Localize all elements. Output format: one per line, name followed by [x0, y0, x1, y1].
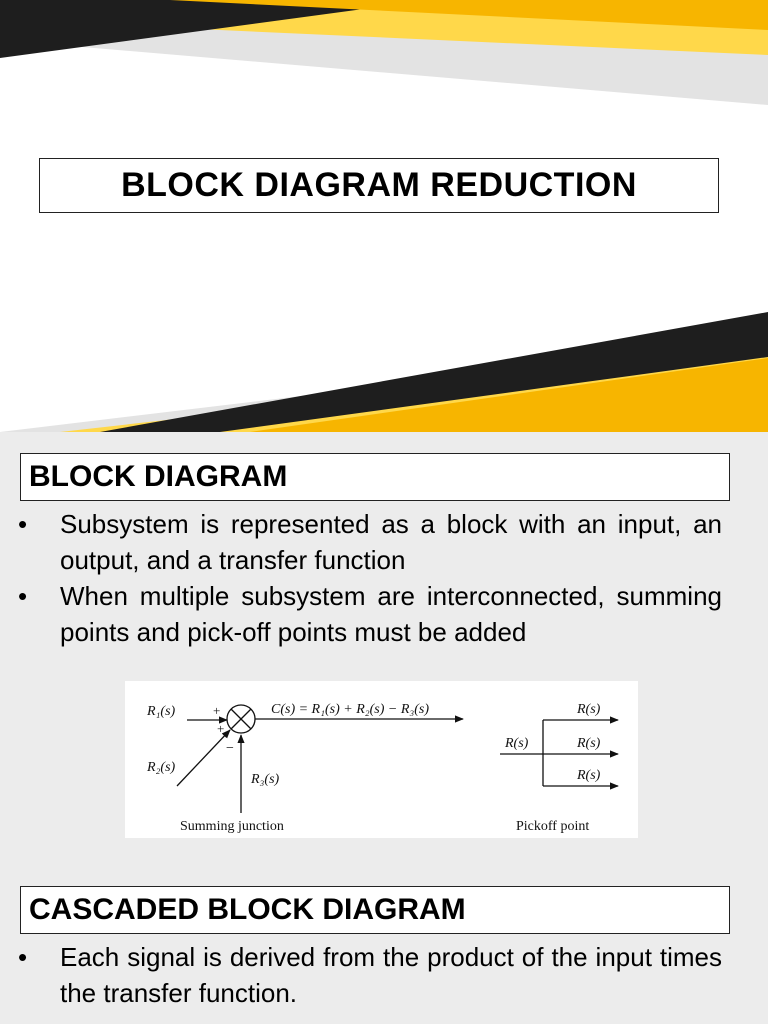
- bullet-text: Subsystem is represented as a block with an input, an output, and a transfer function: [60, 509, 722, 575]
- summing-caption: Summing junction: [180, 819, 284, 834]
- r2-label: R₂(s): [147, 760, 176, 775]
- pickoff-caption: Pickoff point: [516, 819, 590, 834]
- cascaded-heading: CASCADED BLOCK DIAGRAM: [29, 893, 466, 926]
- bullet-icon: •: [18, 581, 28, 611]
- bullet-item: [18, 506, 722, 578]
- content-slide: [0, 432, 768, 1024]
- pickoff-out2-label: R(s): [577, 736, 601, 751]
- cascaded-bullets: [18, 939, 722, 1011]
- figure-svg: [125, 681, 638, 838]
- r3-label: R₃(s): [251, 772, 280, 787]
- block-diagram-bullets: [18, 506, 722, 650]
- output-label: C(s) = R₁(s) + R₂(s) − R₃(s): [271, 702, 430, 717]
- title-slide: [0, 0, 768, 432]
- title-box: [39, 158, 719, 213]
- bullet-text: Each signal is derived from the product of the input times the transfer function.: [60, 942, 722, 1008]
- pickoff-input-label: R(s): [505, 736, 529, 751]
- bullet-item: [18, 939, 722, 1011]
- cascaded-heading-box: [20, 886, 730, 934]
- bullet-item: [18, 578, 722, 650]
- block-diagram-heading: BLOCK DIAGRAM: [29, 460, 288, 493]
- block-diagram-heading-box: [20, 453, 730, 501]
- bullet-text: When multiple subsystem are interconnected, summing points and pick-off points must be added: [60, 581, 722, 647]
- summing-pickoff-figure: [125, 681, 638, 838]
- sign-plus-1: +: [213, 703, 221, 718]
- bullet-icon: •: [18, 509, 28, 539]
- sign-plus-2: +: [217, 721, 225, 736]
- bullet-icon: •: [18, 942, 28, 972]
- sign-minus: −: [226, 741, 234, 756]
- pickoff-out3-label: R(s): [577, 768, 601, 783]
- pickoff-out1-label: R(s): [577, 702, 601, 717]
- decorative-stripes: [0, 0, 768, 432]
- r2-arrow: [177, 730, 230, 786]
- slide-title: BLOCK DIAGRAM REDUCTION: [121, 166, 637, 204]
- r1-label: R₁(s): [147, 704, 176, 719]
